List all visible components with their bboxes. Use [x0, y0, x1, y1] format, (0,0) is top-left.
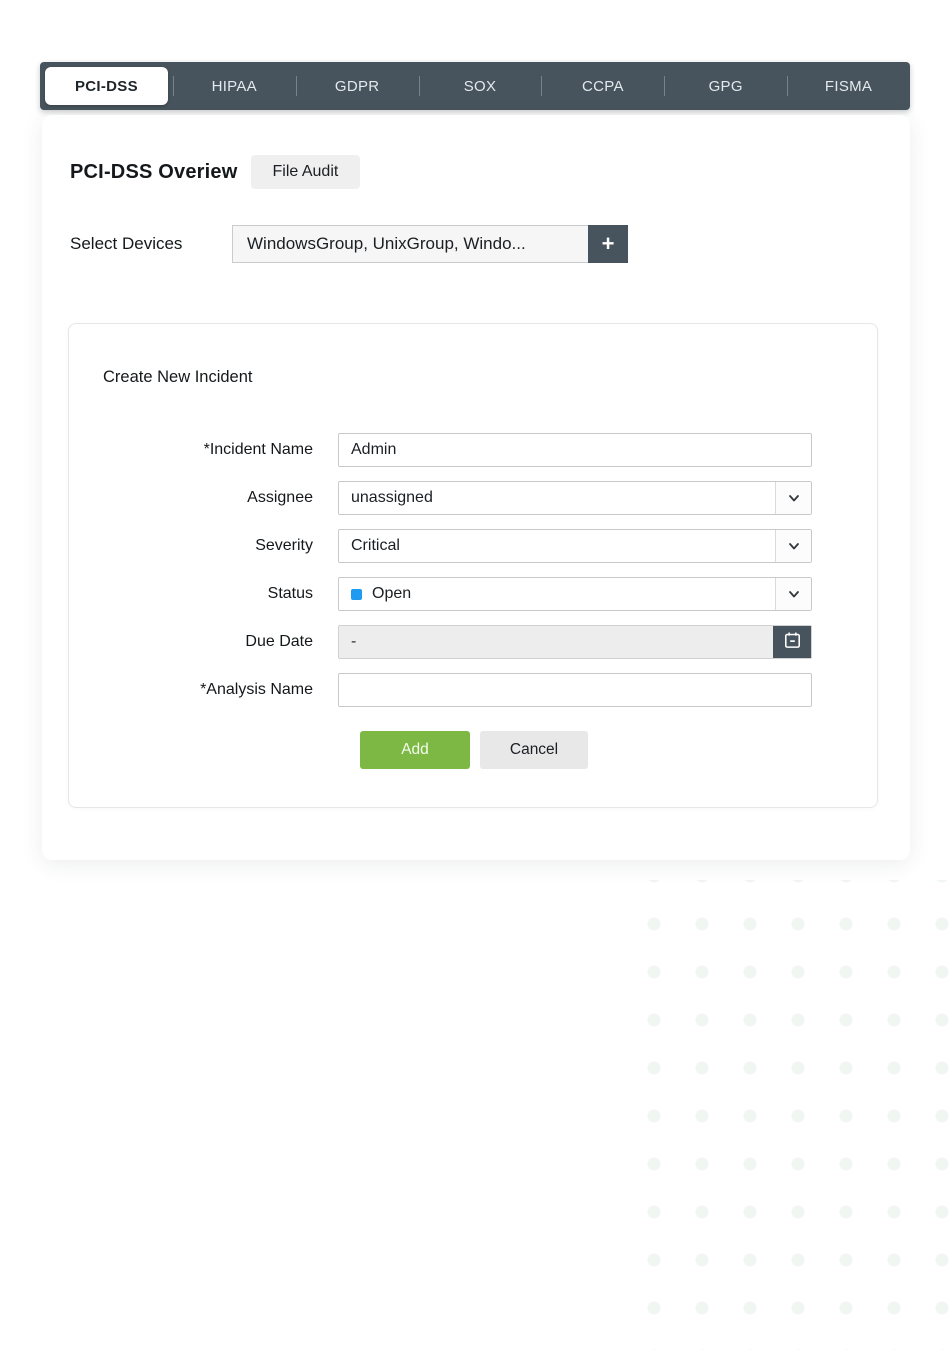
calendar-icon [782, 630, 803, 654]
device-select-value[interactable]: WindowsGroup, UnixGroup, Windo... [232, 225, 588, 263]
status-value: Open [372, 585, 412, 602]
device-selector-row [70, 225, 882, 263]
status-select[interactable] [338, 577, 812, 611]
analysis-name-label: *Analysis Name [200, 681, 313, 698]
device-select[interactable] [232, 225, 628, 263]
incident-name-label: *Incident Name [203, 441, 313, 458]
tab-sox[interactable] [419, 62, 542, 110]
assignee-row [103, 481, 877, 515]
tab-label: CCPA [581, 77, 624, 95]
select-devices-label: Select Devices [70, 234, 183, 253]
form-actions [69, 731, 879, 769]
add-device-button[interactable]: + [588, 225, 628, 263]
tab-label: GPG [708, 77, 743, 95]
due-date-value: - [351, 633, 357, 650]
status-row [103, 577, 877, 611]
file-audit-button[interactable]: File Audit [251, 155, 361, 189]
tab-ccpa[interactable] [541, 62, 664, 110]
tab-gpg[interactable] [664, 62, 787, 110]
title-row [70, 155, 882, 189]
page-title: PCI-DSS Overiew [70, 160, 238, 183]
severity-row [103, 529, 877, 563]
status-label: Status [267, 585, 313, 602]
tab-label: GDPR [334, 77, 380, 95]
status-open-indicator [351, 589, 362, 600]
assignee-label: Assignee [247, 489, 313, 506]
background-dot-pattern [620, 880, 950, 1350]
due-date-row [103, 625, 877, 659]
tab-label: HIPAA [211, 77, 257, 95]
chevron-down-icon [775, 578, 811, 610]
assignee-value: unassigned [351, 489, 433, 506]
tab-label: FISMA [824, 77, 873, 95]
tab-hipaa[interactable] [173, 62, 296, 110]
tab-label: SOX [463, 77, 497, 95]
severity-label: Severity [255, 537, 313, 554]
incident-form [103, 433, 877, 769]
cancel-button[interactable]: Cancel [480, 731, 588, 769]
create-incident-card [68, 323, 878, 808]
chevron-down-icon [775, 530, 811, 562]
due-date-label: Due Date [245, 633, 313, 650]
calendar-picker-button[interactable] [773, 626, 811, 658]
create-incident-title: Create New Incident [103, 368, 253, 386]
due-date-field[interactable] [338, 625, 812, 659]
tab-pci-dss[interactable] [45, 67, 168, 105]
severity-value: Critical [351, 537, 400, 554]
add-button[interactable]: Add [360, 731, 470, 769]
incident-name-input[interactable] [338, 433, 812, 467]
severity-select[interactable] [338, 529, 812, 563]
compliance-tabbar [40, 62, 910, 110]
status-value-wrap [339, 578, 775, 610]
incident-name-row [103, 433, 877, 467]
assignee-select[interactable] [338, 481, 812, 515]
chevron-down-icon [775, 482, 811, 514]
tab-fisma[interactable] [787, 62, 910, 110]
tab-gdpr[interactable] [296, 62, 419, 110]
analysis-name-input[interactable] [338, 673, 812, 707]
main-panel [42, 115, 910, 860]
tab-label: PCI-DSS [74, 77, 138, 95]
analysis-name-row [103, 673, 877, 707]
